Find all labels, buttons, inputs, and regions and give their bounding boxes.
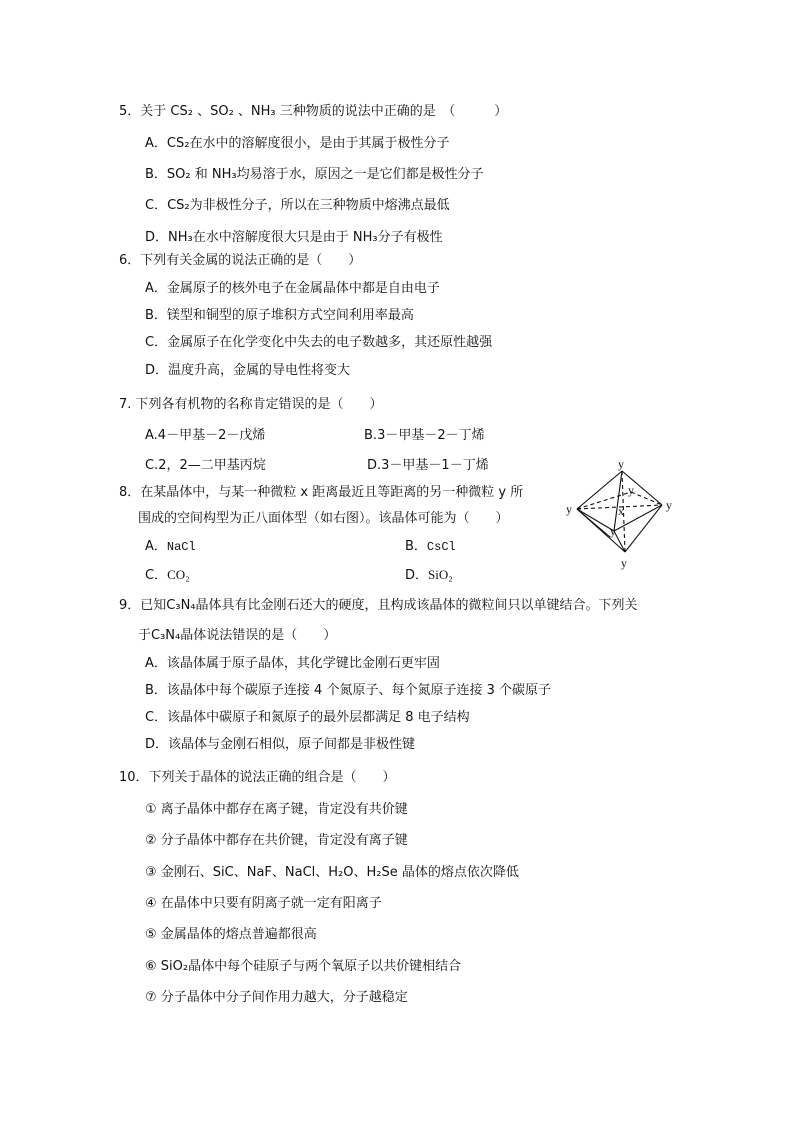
- question-5-option-a: A．CS₂在水中的溶解度很小，是由于其属于极性分子: [145, 136, 450, 151]
- question-10-statement-4: ④ 在晶体中只要有阴离子就一定有阳离子: [145, 896, 382, 911]
- question-7-option-b: B.3－甲基－2－丁烯: [364, 428, 485, 443]
- question-10-statement-7: ⑦ 分子晶体中分子间作用力越大，分子越稳定: [145, 990, 408, 1005]
- question-7-option-d: D.3－甲基－1－丁烯: [367, 458, 489, 473]
- question-7-stem: [119, 397, 383, 413]
- octahedron-figure: [562, 455, 682, 573]
- svg-text:y: y: [566, 502, 572, 516]
- question-8-option-c: C．CO₂: [145, 567, 190, 583]
- svg-text:y: y: [621, 556, 627, 570]
- answer-blank: （ ）: [448, 104, 508, 119]
- question-8-option-d: D．SiO₂: [405, 567, 453, 583]
- svg-text:y: y: [618, 457, 624, 471]
- question-9-option-b: B．该晶体中每个碳原子连接 4 个氮原子、每个氮原子连接 3 个碳原子: [145, 683, 551, 698]
- octahedron-diagram: [562, 455, 682, 573]
- question-6-option-d: D．温度升高，金属的导电性将变大: [145, 363, 351, 378]
- question-7-option-a: A.4－甲基－2－戊烯: [145, 428, 266, 443]
- question-number: 7.: [119, 397, 132, 412]
- question-10-statement-1: ① 离子晶体中都存在离子键，肯定没有共价键: [145, 802, 408, 817]
- question-text: 下列关于晶体的说法正确的组合是（ ）: [148, 770, 396, 785]
- question-5-option-b: B．SO₂ 和 NH₃均易溶于水，原因之一是它们都是极性分子: [145, 167, 484, 182]
- question-9-stem-line1: [119, 598, 638, 614]
- question-number: 5．: [119, 104, 141, 119]
- svg-text:y: y: [610, 524, 616, 538]
- svg-text:y: y: [628, 483, 634, 497]
- question-9-option-a: A．该晶体属于原子晶体，其化学键比金刚石更牢固: [145, 656, 440, 671]
- question-7-option-c: C.2，2—二甲基丙烷: [145, 458, 266, 473]
- question-5-stem: [119, 104, 507, 120]
- question-5-option-c: C．CS₂为非极性分子，所以在三种物质中熔沸点最低: [145, 198, 450, 213]
- question-number: 8．: [119, 485, 141, 500]
- question-9-stem-line2: 于C₃N₄晶体说法错误的是（ ）: [138, 628, 337, 643]
- question-10-stem: [119, 770, 396, 786]
- question-8-stem-line1: [119, 485, 523, 501]
- question-number: 9．: [119, 598, 141, 613]
- question-5-option-d: D．NH₃在水中溶解度很大只是由于 NH₃分子有极性: [145, 230, 443, 245]
- svg-text:y: y: [666, 498, 672, 512]
- question-text: 关于 CS₂ 、SO₂ 、NH₃ 三种物质的说法中正确的是: [140, 104, 436, 119]
- question-8-option-a: A．NaCl: [145, 539, 196, 554]
- question-6-option-c: C．金属原子在化学变化中失去的电子数越多，其还原性越强: [145, 335, 493, 350]
- question-number: 10．: [119, 770, 149, 785]
- question-8-option-b: B．CsCl: [405, 539, 456, 554]
- question-10-statement-3: ③ 金刚石、SiC、NaF、NaCl、H₂O、H₂Se 晶体的熔点依次降低: [145, 865, 519, 880]
- question-text: 下列各有机物的名称肯定错误的是（ ）: [135, 397, 383, 412]
- question-text: 下列有关金属的说法正确的是（ ）: [140, 253, 362, 268]
- question-6-option-b: B．镁型和铜型的原子堆积方式空间利用率最高: [145, 308, 414, 323]
- question-10-statement-2: ② 分子晶体中都存在共价键，肯定没有离子键: [145, 833, 408, 848]
- question-number: 6．: [119, 253, 141, 268]
- question-10-statement-5: ⑤ 金属晶体的熔点普遍都很高: [145, 927, 317, 942]
- question-6-option-a: A．金属原子的核外电子在金属晶体中都是自由电子: [145, 281, 440, 296]
- question-8-stem-line2: 围成的空间构型为正八面体型（如右图）。该晶体可能为（ ）: [138, 511, 509, 526]
- svg-text:x: x: [618, 504, 624, 518]
- question-9-option-d: D．该晶体与金刚石相似，原子间都是非极性键: [145, 737, 416, 752]
- question-6-stem: [119, 253, 361, 269]
- question-text: 已知C₃N₄晶体具有比金刚石还大的硬度，且构成该晶体的微粒间只以单键结合。下列关: [140, 598, 638, 613]
- question-10-statement-6: ⑥ SiO₂晶体中每个硅原子与两个氧原子以共价键相结合: [145, 959, 462, 974]
- question-text: 在某晶体中，与某一种微粒 x 距离最近且等距离的另一种微粒 y 所: [140, 485, 524, 500]
- question-9-option-c: C．该晶体中碳原子和氮原子的最外层都满足 8 电子结构: [145, 710, 470, 725]
